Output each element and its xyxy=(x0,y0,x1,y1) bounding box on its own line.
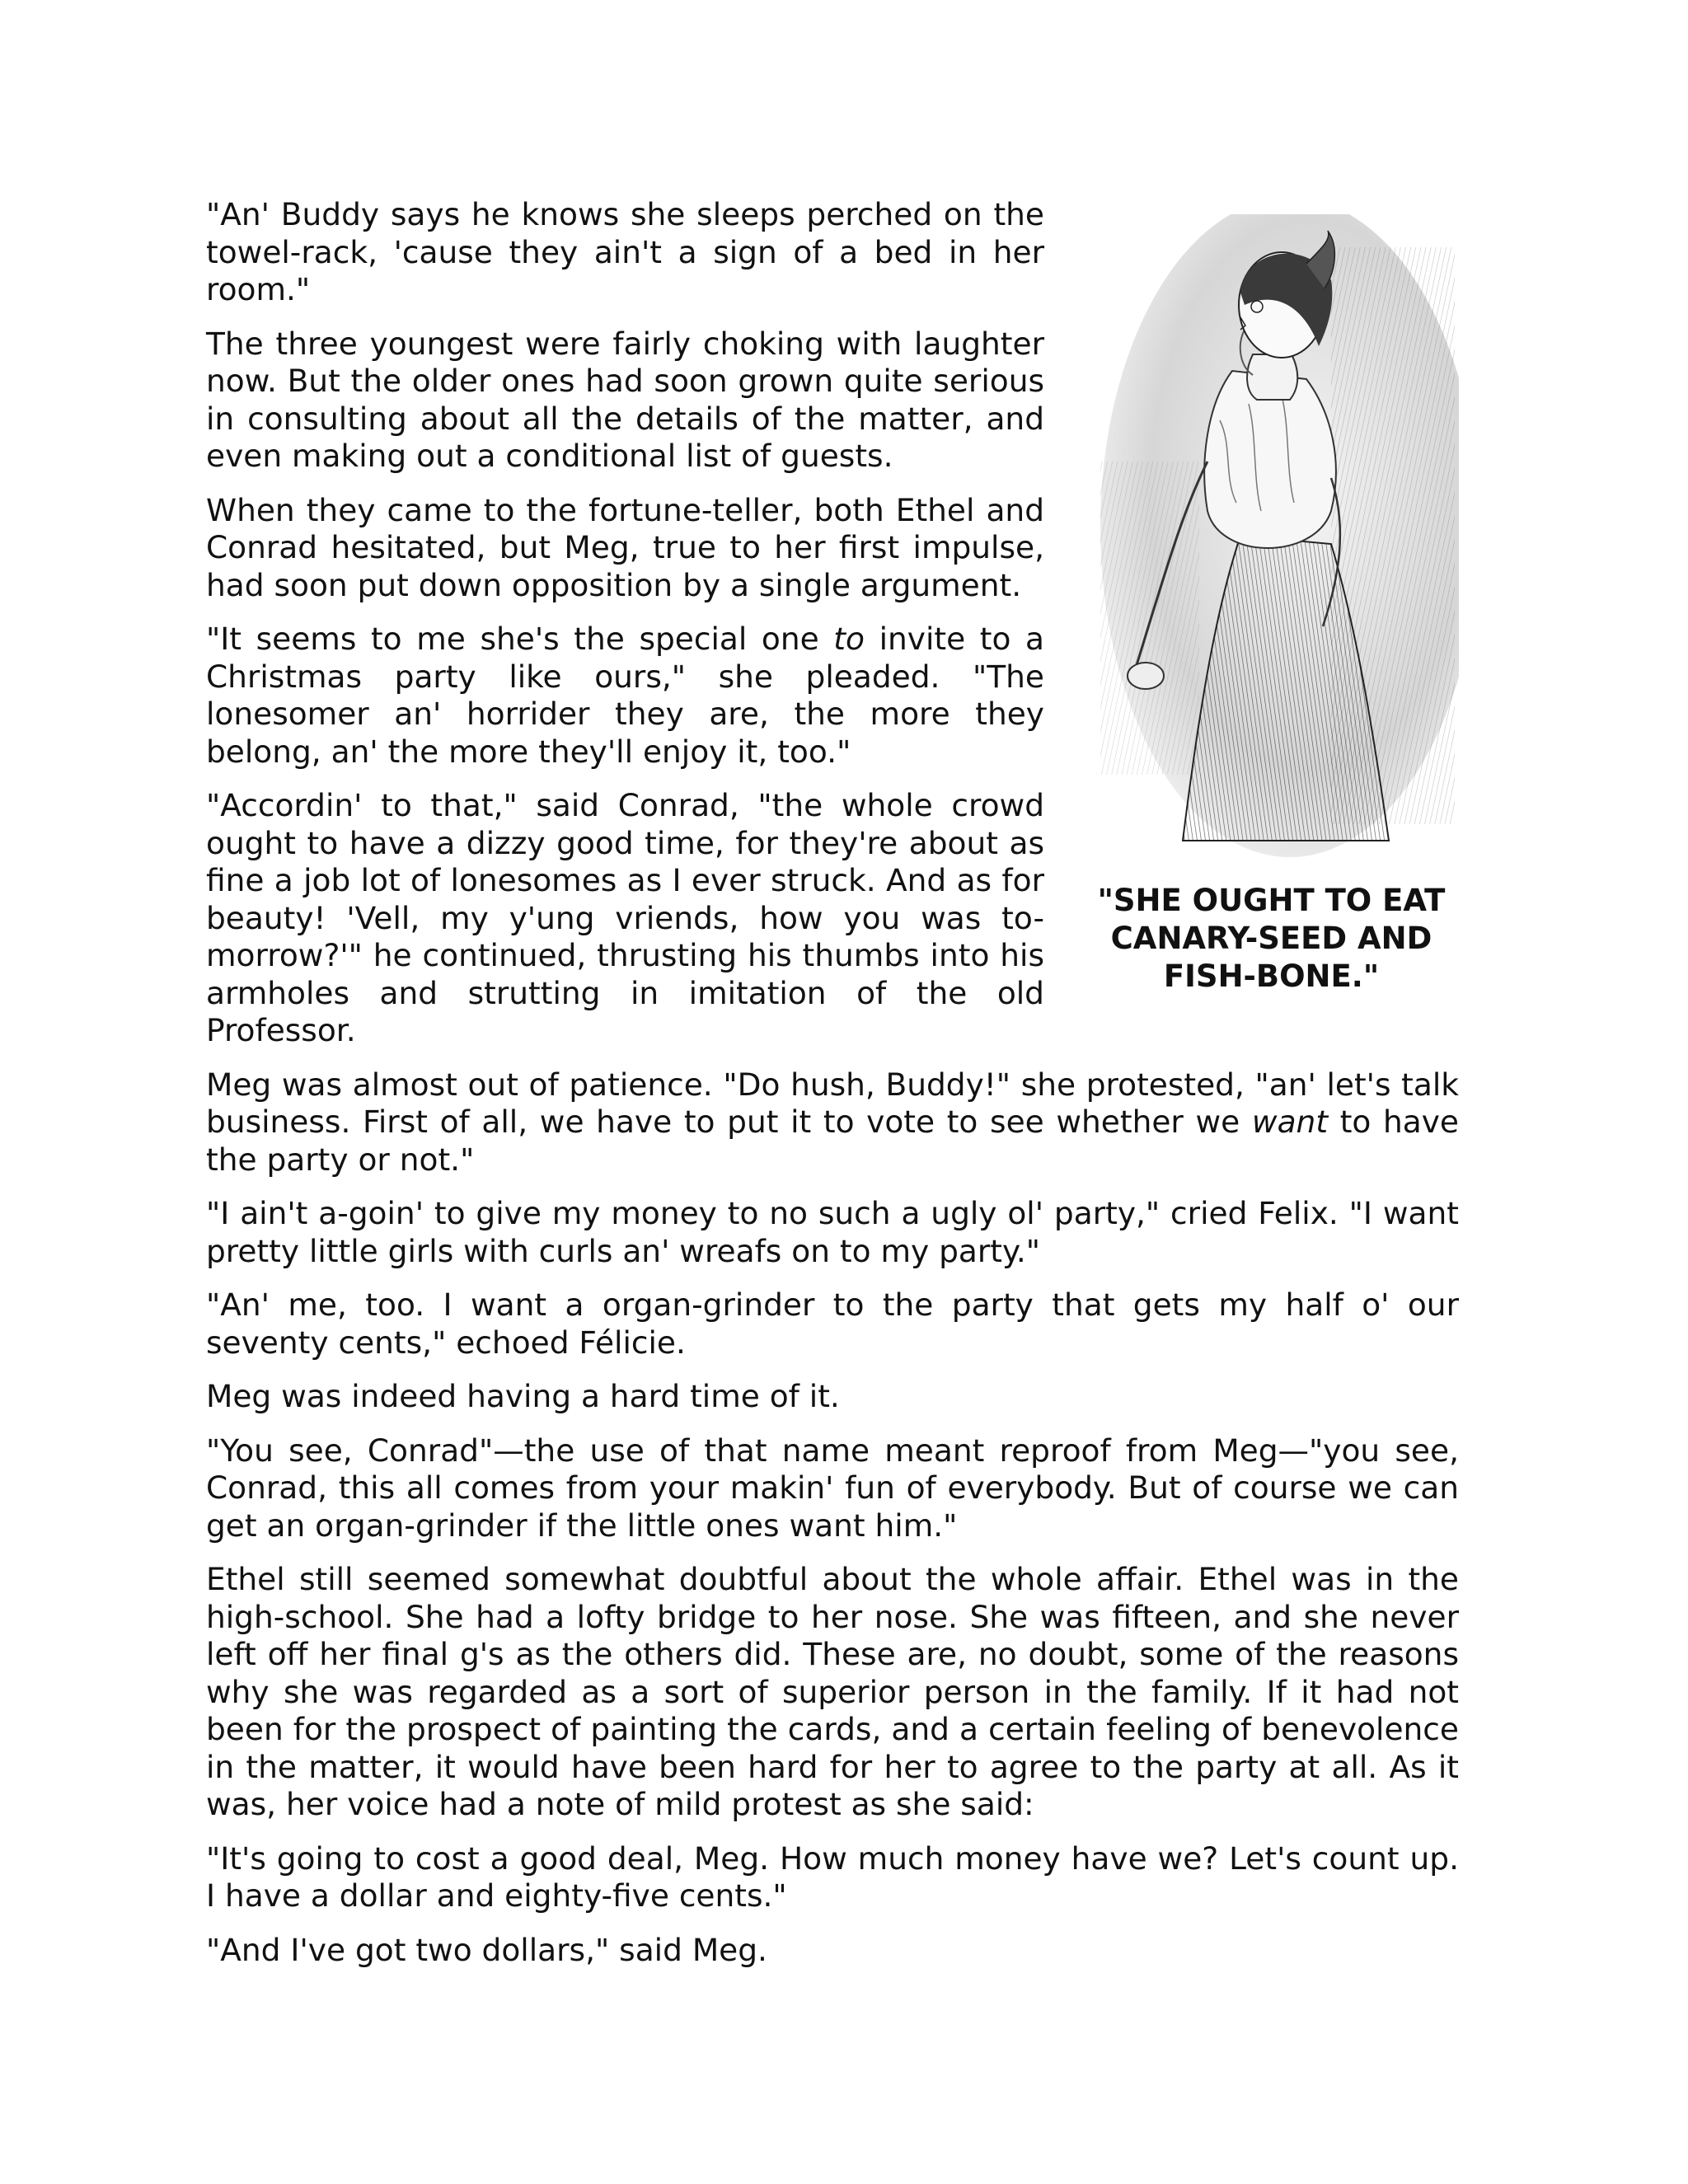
paragraph xyxy=(206,1840,1459,1915)
paragraph xyxy=(206,1195,1459,1270)
text-segment: to have the party or not." xyxy=(206,1104,1460,1178)
paragraph xyxy=(206,1432,1459,1545)
text-segment: "It seems to me she's the special one xyxy=(206,621,834,657)
emphasis-text: want xyxy=(1251,1104,1329,1140)
text-segment: The three youngest were fairly choking with laughter now. But the older ones had soon grown quite serious in consulting about all the details of the matter, and even making out a conditional list of guests. xyxy=(206,325,1044,474)
text-segment: "And I've got two dollars," said Meg. xyxy=(206,1931,767,1968)
text-segment: Ethel still seemed somewhat doubtful about the whole affair. Ethel was in the high-school. She had a lofty bridge to her nose. She was fifteen, and she never left off her final g's as the others did. These are, no doubt, some of the reasons why she was regarded as a sort of superior person in the family. If it had not been for the prospect of painting the cards, and a certain feeling of benevolence in the matter, it would have been hard for her to agree to the party at all. As it was, her voice had a note of mild protest as she said: xyxy=(206,1561,1459,1822)
illustration-caption: "SHE OUGHT TO EAT CANARY-SEED AND FISH-BONE." xyxy=(1097,883,1446,994)
text-segment: Meg was indeed having a hard time of it. xyxy=(206,1378,840,1414)
text-segment: "An' Buddy says he knows she sleeps perched on the towel-rack, 'cause they ain't a sign of a bed in her room." xyxy=(206,196,1044,307)
paragraph xyxy=(206,1066,1459,1179)
illustration-figure xyxy=(1084,214,1459,996)
text-segment: "I ain't a-goin' to give my money to no such a ugly ol' party," cried Felix. "I want pretty little girls with curls an' wreafs on to my party." xyxy=(206,1195,1459,1269)
text-segment: Meg was almost out of patience. "Do hush, Buddy!" she protested, "an' let's talk business. First of all, we have to put it to vote to see whether we xyxy=(206,1066,1459,1140)
text-column xyxy=(206,196,1459,1985)
emphasis-text: to xyxy=(833,621,865,657)
text-segment: "It's going to cost a good deal, Meg. How much money have we? Let's count up. I have a dollar and eighty-five cents." xyxy=(206,1840,1459,1914)
text-segment: "Accordin' to that," said Conrad, "the whole crowd ought to have a dizzy good time, for they're about as fine a job lot of lonesomes as I ever struck. And as for beauty! 'Vell, my y'ung vriends, how you was to-morrow?'" he continued, thrusting his thumbs into his armholes and strutting in imitation of the old Professor. xyxy=(206,787,1044,1048)
paragraph xyxy=(206,1561,1459,1824)
text-segment: "You see, Conrad"—the use of that name meant reproof from Meg—"you see, Conrad, this all comes from your makin' fun of everybody. But of course we can get an organ-grinder if the little ones want him." xyxy=(206,1432,1459,1544)
text-segment: invite to a Christmas party like ours," she pleaded. "The lonesomer an' horrider they are, the more they belong, an' the more they'll enjoy it, too." xyxy=(206,621,1044,770)
paragraph xyxy=(206,1286,1459,1361)
text-segment: When they came to the fortune-teller, both Ethel and Conrad hesitated, but Meg, true to her first impulse, had soon put down opposition by a single argument. xyxy=(206,491,1044,603)
paragraph xyxy=(206,1378,1459,1416)
text-segment: "An' me, too. I want a organ-grinder to the party that gets my half o' our seventy cents," echoed Félicie. xyxy=(206,1286,1459,1361)
woman-illustration xyxy=(1084,214,1459,865)
paragraph xyxy=(206,1932,1459,1970)
